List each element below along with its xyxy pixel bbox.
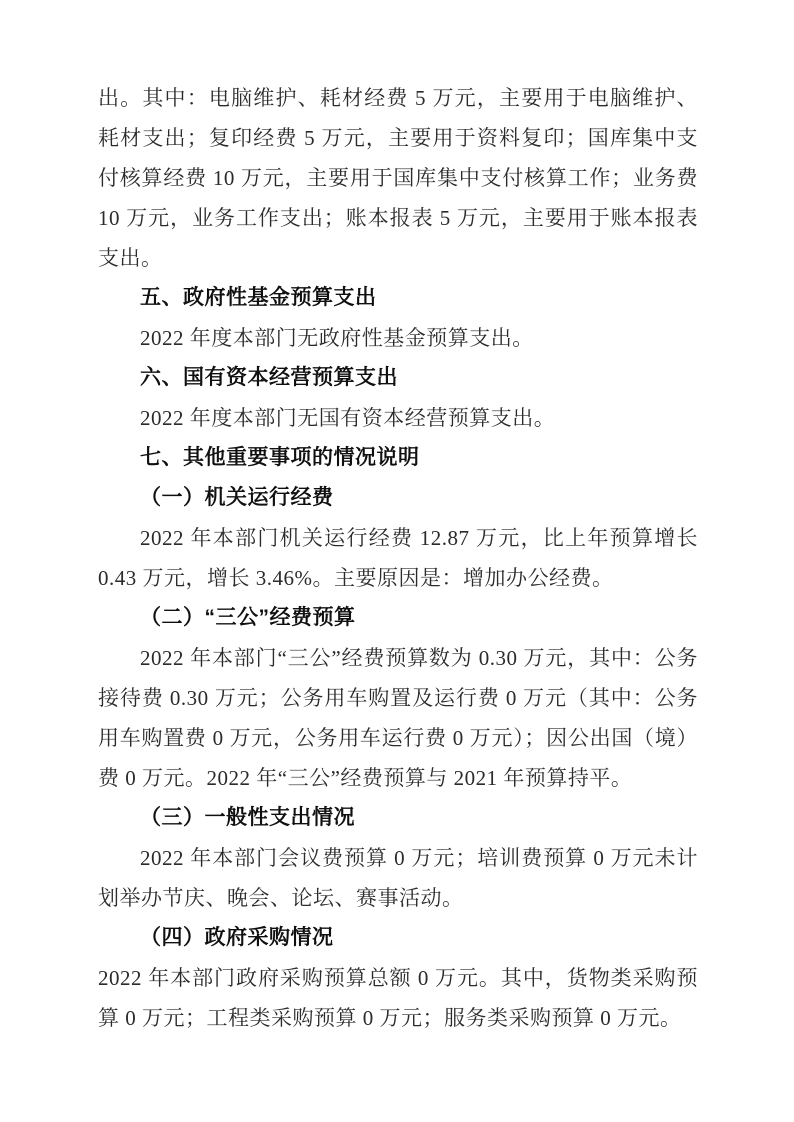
heading-7-4-gov-procurement: （四）政府采购情况 <box>140 926 334 949</box>
heading-7-1-agency-operating-funds: （一）机关运行经费 <box>140 486 334 509</box>
para-continuation-office-expense-detail: 出。其中：电脑维护、耗材经费 5 万元，主要用于电脑维护、耗材支出；复印经费 5 万元，主要用于资料复印；国库集中支付核算经费 10 万元，主要用于国库集中支付核算工作；业务费 10 万元，业务工作支出；账本报表 5 万元，主要用于账本报表支出。 <box>98 86 698 270</box>
para-agency-operating-funds: 2022 年本部门机关运行经费 12.87 万元，比上年预算增长 0.43 万元，增长 3.46%。主要原因是：增加办公经费。 <box>98 526 698 590</box>
para-gov-fund-budget: 2022 年度本部门无政府性基金预算支出。 <box>140 326 534 350</box>
heading-7-3-general-expenditure: （三）一般性支出情况 <box>140 806 355 829</box>
document-content <box>98 78 698 1038</box>
heading-section-6-state-capital-budget: 六、国有资本经营预算支出 <box>140 366 398 389</box>
heading-section-5-gov-fund-budget: 五、政府性基金预算支出 <box>140 286 377 309</box>
para-general-expenditure: 2022 年本部门会议费预算 0 万元；培训费预算 0 万元未计划举办节庆、晚会、论坛、赛事活动。 <box>98 846 698 910</box>
para-three-public-expense-budget: 2022 年本部门“三公”经费预算数为 0.30 万元，其中：公务接待费 0.30 万元；公务用车购置及运行费 0 万元（其中：公务用车购置费 0 万元，公务用车运行费 0 万元）；因公出国（境）费 0 万元。2022 年“三公”经费预算与 2021 年预算持平。 <box>98 646 698 790</box>
para-state-capital-budget: 2022 年度本部门无国有资本经营预算支出。 <box>140 406 556 430</box>
heading-section-7-other-important-matters: 七、其他重要事项的情况说明 <box>140 446 420 469</box>
para-gov-procurement: 2022 年本部门政府采购预算总额 0 万元。其中，货物类采购预算 0 万元；工程类采购预算 0 万元；服务类采购预算 0 万元。 <box>98 966 698 1030</box>
heading-7-2-three-public-expense-budget: （二）“三公”经费预算 <box>140 606 356 629</box>
